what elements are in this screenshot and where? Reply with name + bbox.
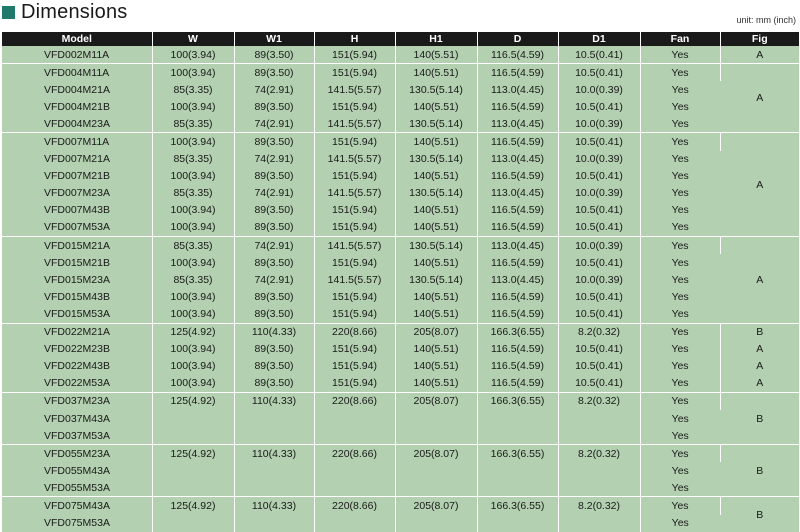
unit-note: unit: mm (inch) (736, 15, 796, 25)
cell-h1: 140(5.51) (395, 202, 477, 219)
cell-h1 (395, 427, 477, 445)
cell-d1: 10.0(0.39) (558, 81, 640, 98)
cell-d: 113.0(4.45) (477, 271, 558, 288)
table-body (2, 46, 799, 532)
cell-w (152, 515, 234, 532)
cell-d: 166.3(6.55) (477, 445, 558, 463)
cell-model: VFD007M11A (2, 133, 152, 151)
cell-w: 100(3.94) (152, 202, 234, 219)
cell-h1: 140(5.51) (395, 133, 477, 151)
cell-model: VFD007M21B (2, 168, 152, 185)
cell-d: 116.5(4.59) (477, 202, 558, 219)
cell-w1: 89(3.50) (234, 288, 314, 305)
cell-w1: 89(3.50) (234, 254, 314, 271)
cell-fan: Yes (640, 515, 720, 532)
cell-d1 (558, 479, 640, 497)
cell-w: 85(3.35) (152, 81, 234, 98)
table-row (2, 98, 799, 115)
cell-h1: 140(5.51) (395, 46, 477, 64)
page-header (0, 0, 127, 24)
cell-h1: 130.5(5.14) (395, 81, 477, 98)
cell-fan: Yes (640, 64, 720, 82)
cell-d1: 8.2(0.32) (558, 323, 640, 341)
cell-h (314, 427, 395, 445)
cell-w1: 74(2.91) (234, 237, 314, 255)
cell-w1: 89(3.50) (234, 341, 314, 358)
cell-d: 116.5(4.59) (477, 133, 558, 151)
cell-h1: 140(5.51) (395, 219, 477, 237)
cell-d1: 10.5(0.41) (558, 168, 640, 185)
cell-model: VFD055M43A (2, 462, 152, 479)
cell-h1: 130.5(5.14) (395, 185, 477, 202)
cell-d: 113.0(4.45) (477, 151, 558, 168)
cell-h: 220(8.66) (314, 392, 395, 410)
cell-h: 220(8.66) (314, 497, 395, 515)
cell-w1: 74(2.91) (234, 271, 314, 288)
cell-w1: 89(3.50) (234, 46, 314, 64)
cell-h1: 130.5(5.14) (395, 151, 477, 168)
cell-w (152, 479, 234, 497)
cell-w (152, 462, 234, 479)
cell-model: VFD004M21B (2, 98, 152, 115)
cell-w1: 74(2.91) (234, 151, 314, 168)
cell-w (152, 427, 234, 445)
cell-w: 85(3.35) (152, 151, 234, 168)
cell-h1: 140(5.51) (395, 375, 477, 393)
cell-model: VFD007M53A (2, 219, 152, 237)
cell-h1: 140(5.51) (395, 341, 477, 358)
cell-w1: 89(3.50) (234, 202, 314, 219)
cell-w: 100(3.94) (152, 375, 234, 393)
cell-fan: Yes (640, 271, 720, 288)
cell-d1 (558, 410, 640, 427)
cell-h1: 205(8.07) (395, 323, 477, 341)
header-w: W (152, 32, 234, 46)
cell-model: VFD022M53A (2, 375, 152, 393)
cell-h1: 140(5.51) (395, 98, 477, 115)
cell-d: 116.5(4.59) (477, 254, 558, 271)
cell-w1: 89(3.50) (234, 98, 314, 115)
cell-fan: Yes (640, 237, 720, 255)
cell-fig: A (720, 358, 799, 375)
cell-fig-group: B (720, 445, 799, 497)
cell-w: 100(3.94) (152, 288, 234, 305)
cell-h: 141.5(5.57) (314, 271, 395, 288)
cell-d1 (558, 462, 640, 479)
cell-d1 (558, 515, 640, 532)
cell-d (477, 410, 558, 427)
cell-model: VFD004M11A (2, 64, 152, 82)
cell-fig: A (720, 341, 799, 358)
cell-d: 116.5(4.59) (477, 64, 558, 82)
cell-w: 125(4.92) (152, 445, 234, 463)
cell-fan: Yes (640, 98, 720, 115)
cell-fan: Yes (640, 219, 720, 237)
cell-d: 116.5(4.59) (477, 288, 558, 305)
cell-h1 (395, 462, 477, 479)
cell-d: 116.5(4.59) (477, 219, 558, 237)
cell-fan: Yes (640, 168, 720, 185)
header-fig: Fig (720, 32, 799, 46)
cell-h1: 205(8.07) (395, 445, 477, 463)
table-row (2, 254, 799, 271)
cell-fig: B (720, 323, 799, 341)
cell-model: VFD007M43B (2, 202, 152, 219)
cell-h: 151(5.94) (314, 64, 395, 82)
table-row (2, 323, 799, 341)
cell-model: VFD015M21B (2, 254, 152, 271)
cell-d: 113.0(4.45) (477, 237, 558, 255)
cell-h: 151(5.94) (314, 219, 395, 237)
cell-model: VFD055M53A (2, 479, 152, 497)
cell-d1: 10.0(0.39) (558, 271, 640, 288)
cell-d: 166.3(6.55) (477, 392, 558, 410)
cell-d1: 10.5(0.41) (558, 219, 640, 237)
cell-d: 116.5(4.59) (477, 305, 558, 323)
cell-model: VFD075M53A (2, 515, 152, 532)
cell-d1: 10.5(0.41) (558, 358, 640, 375)
cell-d1: 8.2(0.32) (558, 497, 640, 515)
cell-w: 85(3.35) (152, 237, 234, 255)
cell-w: 100(3.94) (152, 46, 234, 64)
cell-w: 100(3.94) (152, 168, 234, 185)
table-row (2, 81, 799, 98)
cell-w1: 89(3.50) (234, 168, 314, 185)
cell-h (314, 479, 395, 497)
cell-model: VFD015M21A (2, 237, 152, 255)
cell-fig-group: A (720, 133, 799, 237)
cell-h1: 205(8.07) (395, 392, 477, 410)
cell-h (314, 462, 395, 479)
cell-d: 116.5(4.59) (477, 46, 558, 64)
cell-w1 (234, 462, 314, 479)
table-header-row (2, 32, 799, 46)
table-row (2, 427, 799, 445)
table-row (2, 288, 799, 305)
cell-d1: 8.2(0.32) (558, 392, 640, 410)
cell-w: 100(3.94) (152, 133, 234, 151)
cell-w1: 89(3.50) (234, 219, 314, 237)
cell-h1: 130.5(5.14) (395, 271, 477, 288)
cell-d1: 10.5(0.41) (558, 133, 640, 151)
table-row (2, 202, 799, 219)
cell-w: 100(3.94) (152, 305, 234, 323)
cell-model: VFD015M53A (2, 305, 152, 323)
cell-h1 (395, 515, 477, 532)
cell-fan: Yes (640, 358, 720, 375)
cell-w: 125(4.92) (152, 323, 234, 341)
cell-fan: Yes (640, 445, 720, 463)
cell-model: VFD015M43B (2, 288, 152, 305)
cell-d1: 8.2(0.32) (558, 445, 640, 463)
cell-fan: Yes (640, 462, 720, 479)
cell-fan: Yes (640, 375, 720, 393)
page-title: Dimensions (21, 0, 128, 23)
cell-d (477, 479, 558, 497)
cell-fan: Yes (640, 427, 720, 445)
cell-h: 141.5(5.57) (314, 151, 395, 168)
cell-fan: Yes (640, 392, 720, 410)
cell-d1: 10.5(0.41) (558, 64, 640, 82)
cell-fig: A (720, 46, 799, 64)
cell-w1: 74(2.91) (234, 185, 314, 202)
header-d1: D1 (558, 32, 640, 46)
cell-w1: 110(4.33) (234, 392, 314, 410)
cell-w1: 89(3.50) (234, 64, 314, 82)
cell-d1: 10.0(0.39) (558, 185, 640, 202)
cell-fan: Yes (640, 305, 720, 323)
cell-w (152, 410, 234, 427)
title-square-icon (2, 6, 15, 19)
cell-h: 151(5.94) (314, 202, 395, 219)
cell-w: 100(3.94) (152, 341, 234, 358)
cell-fan: Yes (640, 288, 720, 305)
cell-w: 100(3.94) (152, 358, 234, 375)
cell-model: VFD004M23A (2, 115, 152, 133)
cell-fan: Yes (640, 202, 720, 219)
cell-d1: 10.5(0.41) (558, 288, 640, 305)
table-row (2, 271, 799, 288)
cell-h: 151(5.94) (314, 358, 395, 375)
cell-h1: 130.5(5.14) (395, 237, 477, 255)
cell-h1: 140(5.51) (395, 168, 477, 185)
cell-d: 116.5(4.59) (477, 375, 558, 393)
table-row (2, 445, 799, 463)
cell-w: 125(4.92) (152, 392, 234, 410)
cell-h: 220(8.66) (314, 323, 395, 341)
cell-w: 125(4.92) (152, 497, 234, 515)
table-row (2, 462, 799, 479)
table-row (2, 305, 799, 323)
cell-h1: 140(5.51) (395, 254, 477, 271)
table-row (2, 46, 799, 64)
cell-h: 141.5(5.57) (314, 237, 395, 255)
cell-fig: A (720, 375, 799, 393)
cell-fan: Yes (640, 323, 720, 341)
table-row (2, 237, 799, 255)
cell-h: 141.5(5.57) (314, 81, 395, 98)
table-row (2, 168, 799, 185)
cell-model: VFD075M43A (2, 497, 152, 515)
cell-fan: Yes (640, 479, 720, 497)
cell-d1: 10.5(0.41) (558, 341, 640, 358)
cell-d: 116.5(4.59) (477, 358, 558, 375)
cell-d1: 10.5(0.41) (558, 202, 640, 219)
cell-model: VFD004M21A (2, 81, 152, 98)
cell-fan: Yes (640, 133, 720, 151)
cell-h1: 140(5.51) (395, 358, 477, 375)
cell-model: VFD037M23A (2, 392, 152, 410)
table-row (2, 133, 799, 151)
cell-h: 151(5.94) (314, 254, 395, 271)
cell-model: VFD002M11A (2, 46, 152, 64)
cell-d1: 10.0(0.39) (558, 237, 640, 255)
table-row (2, 151, 799, 168)
cell-fig-group: A (720, 64, 799, 133)
cell-h1: 140(5.51) (395, 305, 477, 323)
cell-w1: 110(4.33) (234, 497, 314, 515)
cell-h1: 140(5.51) (395, 288, 477, 305)
cell-d1: 10.5(0.41) (558, 254, 640, 271)
cell-w1: 110(4.33) (234, 445, 314, 463)
cell-fan: Yes (640, 81, 720, 98)
cell-h: 141.5(5.57) (314, 115, 395, 133)
cell-fan: Yes (640, 497, 720, 515)
cell-h: 151(5.94) (314, 288, 395, 305)
cell-fan: Yes (640, 254, 720, 271)
cell-w: 100(3.94) (152, 64, 234, 82)
cell-w1 (234, 515, 314, 532)
cell-model: VFD022M43B (2, 358, 152, 375)
cell-d: 113.0(4.45) (477, 115, 558, 133)
cell-fig-group: A (720, 237, 799, 323)
cell-d1: 10.5(0.41) (558, 98, 640, 115)
cell-model: VFD007M21A (2, 151, 152, 168)
cell-d: 116.5(4.59) (477, 168, 558, 185)
cell-d: 116.5(4.59) (477, 98, 558, 115)
cell-d1: 10.0(0.39) (558, 115, 640, 133)
table-row (2, 341, 799, 358)
dimensions-table (2, 32, 799, 532)
cell-w1 (234, 410, 314, 427)
cell-model: VFD015M23A (2, 271, 152, 288)
cell-h: 151(5.94) (314, 341, 395, 358)
cell-model: VFD007M23A (2, 185, 152, 202)
table-row (2, 115, 799, 133)
cell-h: 151(5.94) (314, 98, 395, 115)
cell-d: 166.3(6.55) (477, 323, 558, 341)
cell-h1: 140(5.51) (395, 64, 477, 82)
cell-h: 151(5.94) (314, 375, 395, 393)
cell-d1 (558, 427, 640, 445)
cell-h (314, 410, 395, 427)
cell-model: VFD037M53A (2, 427, 152, 445)
cell-w: 85(3.35) (152, 185, 234, 202)
cell-w: 100(3.94) (152, 98, 234, 115)
cell-h: 141.5(5.57) (314, 185, 395, 202)
cell-d: 113.0(4.45) (477, 185, 558, 202)
cell-model: VFD037M43A (2, 410, 152, 427)
cell-d: 166.3(6.55) (477, 497, 558, 515)
cell-fig-group: B (720, 392, 799, 444)
cell-model: VFD055M23A (2, 445, 152, 463)
table-row (2, 392, 799, 410)
cell-d (477, 427, 558, 445)
cell-d1: 10.0(0.39) (558, 151, 640, 168)
cell-w1: 89(3.50) (234, 375, 314, 393)
cell-model: VFD022M21A (2, 323, 152, 341)
cell-d1: 10.5(0.41) (558, 305, 640, 323)
cell-w1: 89(3.50) (234, 133, 314, 151)
cell-w1: 110(4.33) (234, 323, 314, 341)
cell-fan: Yes (640, 115, 720, 133)
cell-model: VFD022M23B (2, 341, 152, 358)
cell-h: 151(5.94) (314, 133, 395, 151)
cell-w1: 74(2.91) (234, 81, 314, 98)
cell-h: 151(5.94) (314, 46, 395, 64)
table-row (2, 479, 799, 497)
cell-fig-group: B (720, 497, 799, 532)
cell-w: 100(3.94) (152, 254, 234, 271)
cell-h (314, 515, 395, 532)
cell-w1: 74(2.91) (234, 115, 314, 133)
cell-w: 100(3.94) (152, 219, 234, 237)
cell-w1 (234, 479, 314, 497)
table-row (2, 358, 799, 375)
header-w1: W1 (234, 32, 314, 46)
header-h1: H1 (395, 32, 477, 46)
header-model: Model (2, 32, 152, 46)
header-h: H (314, 32, 395, 46)
cell-w: 85(3.35) (152, 115, 234, 133)
cell-w1: 89(3.50) (234, 358, 314, 375)
cell-h: 151(5.94) (314, 168, 395, 185)
cell-fan: Yes (640, 46, 720, 64)
cell-d1: 10.5(0.41) (558, 375, 640, 393)
cell-h1: 130.5(5.14) (395, 115, 477, 133)
table-row (2, 219, 799, 237)
cell-h: 151(5.94) (314, 305, 395, 323)
header-fan: Fan (640, 32, 720, 46)
cell-d1: 10.5(0.41) (558, 46, 640, 64)
cell-d (477, 462, 558, 479)
cell-w: 85(3.35) (152, 271, 234, 288)
cell-d: 113.0(4.45) (477, 81, 558, 98)
table-row (2, 497, 799, 515)
cell-fan: Yes (640, 151, 720, 168)
table-row (2, 64, 799, 82)
cell-w1 (234, 427, 314, 445)
table-row (2, 410, 799, 427)
cell-d: 116.5(4.59) (477, 341, 558, 358)
table-row (2, 375, 799, 393)
cell-d (477, 515, 558, 532)
cell-fan: Yes (640, 341, 720, 358)
table-row (2, 185, 799, 202)
cell-h1 (395, 410, 477, 427)
cell-h1 (395, 479, 477, 497)
cell-h1: 205(8.07) (395, 497, 477, 515)
cell-w1: 89(3.50) (234, 305, 314, 323)
cell-fan: Yes (640, 410, 720, 427)
header-d: D (477, 32, 558, 46)
cell-h: 220(8.66) (314, 445, 395, 463)
table-row (2, 515, 799, 532)
cell-fan: Yes (640, 185, 720, 202)
